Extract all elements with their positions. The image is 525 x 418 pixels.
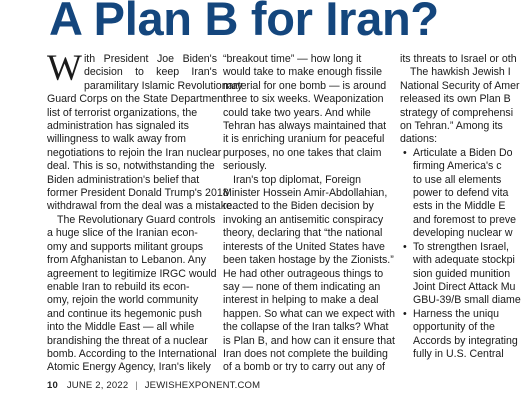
list-item	[400, 241, 525, 308]
text-line: released its own Plan B	[400, 93, 511, 106]
text-line: been taken hostage by the Zionists.”	[223, 254, 394, 267]
text-line: is Plan B, and how can it ensure that	[223, 334, 395, 347]
bullet-marker: •	[403, 146, 407, 159]
text-line: firming America's c	[413, 160, 502, 173]
text-line: He had other outrageous things to	[223, 267, 384, 280]
text-line: Iran's top diplomat, Foreign	[233, 173, 362, 186]
paragraph-5	[400, 53, 525, 66]
headline: A Plan B for Iran?	[49, 0, 439, 45]
issue-date: JUNE 2, 2022	[66, 380, 129, 391]
text-line: bomb. According to the International	[47, 347, 217, 360]
text-line: a huge slice of the Iranian econ-	[47, 227, 198, 240]
text-line: its threats to Israel or oth	[400, 53, 517, 65]
paragraph-2	[47, 214, 217, 375]
text-line: withdrawal from the deal was a mistake.	[47, 200, 235, 213]
text-line: the collapse of the Iran talks? What	[223, 321, 389, 334]
text-line: strategy of comprehensi	[400, 106, 514, 119]
text-line: fully in U.S. Central	[413, 347, 504, 360]
paragraph-1	[47, 48, 243, 214]
drop-cap: W	[47, 48, 82, 89]
text-line: invoking an antisemitic conspiracy	[223, 213, 384, 226]
text-line: GBU-39/B small diame	[413, 294, 521, 307]
text-line: dations:	[400, 133, 438, 146]
text-line: omy, rejoin the world community	[47, 294, 199, 307]
list-item	[400, 147, 525, 241]
text-line: former President Donald Trump's 2018	[47, 187, 229, 200]
text-line: interests of the United States have	[223, 240, 385, 253]
text-line: three to six weeks. Weaponization	[223, 93, 384, 106]
text-line: it is enriching uranium for peaceful	[223, 133, 385, 146]
footer-separator: |	[135, 380, 138, 391]
page-footer	[47, 380, 260, 391]
paragraph-6	[400, 66, 525, 146]
text-line: to use all elements	[413, 173, 502, 186]
text-line: enable Iran to rebuild its econ-	[47, 280, 190, 293]
text-line: Atomic Energy Agency, Iran's likely	[47, 361, 211, 374]
text-line: material for one bomb — is around	[223, 79, 387, 92]
list-item	[400, 308, 525, 362]
text-line: with adequate stockpi	[413, 254, 515, 267]
text-line: administration has signaled its	[47, 120, 189, 133]
text-line: and foremost to preve	[413, 213, 517, 226]
text-line: happen. So what can we expect with	[223, 307, 395, 320]
text-line: ith President Joe Biden's	[83, 53, 217, 65]
article-column-2	[223, 53, 395, 389]
text-line: on Tehran.” Among its	[400, 120, 503, 133]
text-line: from Afghanistan to Lebanon. Any	[47, 254, 207, 267]
paragraph-4	[223, 173, 395, 375]
text-line: of a bomb or try to carry out any of	[223, 361, 385, 374]
text-line: Tehran has always maintained that	[223, 120, 387, 133]
text-line: power to defend vita	[413, 187, 509, 200]
text-line: Articulate a Biden Do	[413, 146, 513, 159]
text-line: into the Middle East — all while	[47, 321, 195, 334]
text-line: omy and supports militant groups	[47, 240, 204, 253]
text-line: brandishing the threat of a nuclear	[47, 334, 208, 347]
text-line: interest in helping to make a deal	[223, 294, 379, 307]
text-line: developing nuclear w	[413, 227, 513, 240]
text-line: negotiations to rejoin the Iran nuclear	[47, 146, 222, 159]
website-url: JEWISHEXPONENT.COM	[144, 380, 261, 391]
text-line: opportunity of the	[413, 321, 495, 334]
text-line: paramilitary Islamic Revolutionary	[83, 79, 243, 92]
text-line: ests in the Middle E	[413, 200, 506, 213]
text-line: National Security of Amer	[400, 79, 520, 92]
text-line: could take two years. And while	[223, 106, 371, 119]
text-line: sion guided munition	[413, 267, 511, 280]
bullet-marker: •	[403, 307, 407, 320]
text-line: agreement to legitimize IRGC would	[47, 267, 217, 280]
text-line: and continue its hegemonic push	[47, 307, 202, 320]
article-column-3	[400, 53, 525, 389]
text-line: reacted to the Biden decision by	[223, 200, 374, 213]
text-line: The hawkish Jewish I	[410, 66, 511, 79]
text-line: decision to keep Iran's	[83, 66, 217, 79]
text-line: deal. This is so, notwithstanding the	[47, 160, 215, 173]
paragraph-3	[223, 53, 391, 174]
text-line: The Revolutionary Guard controls	[57, 213, 216, 226]
text-line: To strengthen Israel,	[413, 240, 509, 253]
text-line: “breakout time” — how long it	[223, 53, 362, 65]
text-line: purposes, no one takes that claim	[223, 146, 382, 159]
article-column-1	[47, 48, 243, 389]
text-line: willingness to walk away from	[47, 133, 186, 146]
bullet-marker: •	[403, 240, 407, 253]
text-line: Harness the uniqu	[413, 307, 499, 320]
text-line: say — none of them indicating an	[223, 280, 381, 293]
recommendations-list	[400, 147, 525, 362]
text-line: theory, declaring that “the national	[223, 227, 383, 240]
text-line: Joint Direct Attack Mu	[413, 280, 516, 293]
text-line: Guard Corps on the State Department	[47, 93, 227, 106]
text-line: would take to make enough fissile	[223, 66, 382, 79]
text-line: seriously.	[223, 160, 267, 173]
page-number: 10	[47, 380, 58, 391]
text-line: Accords by integrating	[413, 334, 518, 347]
text-line: Minister Hossein Amir-Abdollahian,	[223, 187, 388, 200]
text-line: list of terrorist organizations, the	[47, 106, 198, 119]
text-line: Iran does not complete the building	[223, 347, 388, 360]
text-line: Biden administration's belief that	[47, 173, 200, 186]
